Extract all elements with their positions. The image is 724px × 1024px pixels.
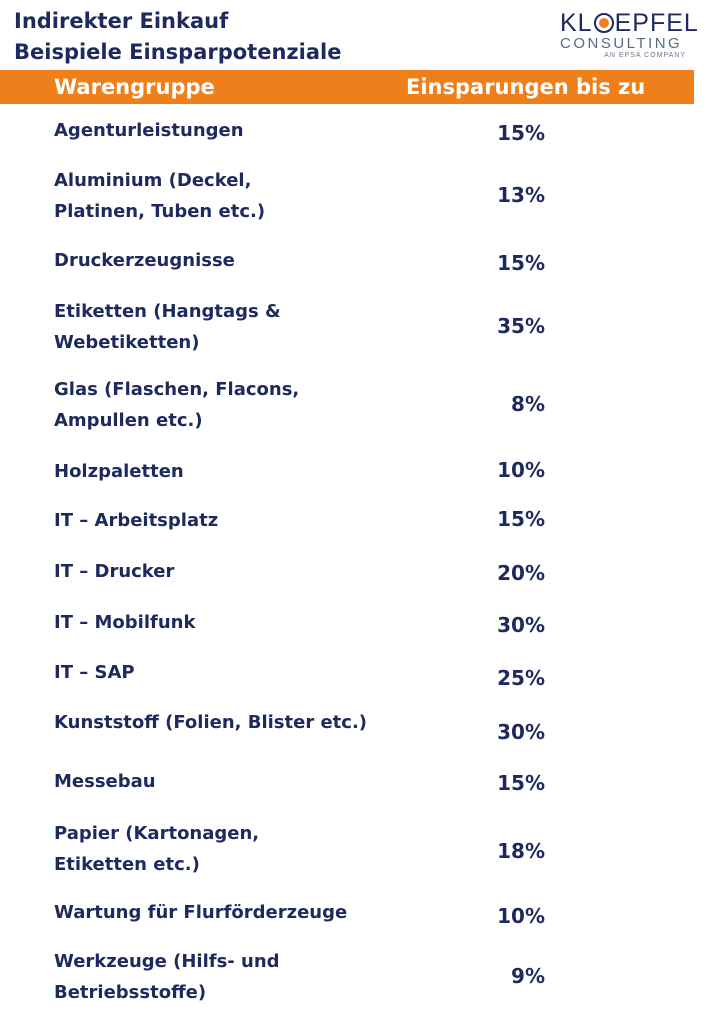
savings-value: 25% <box>497 666 545 690</box>
item-name: Messebau <box>54 771 156 792</box>
logo-text-part1: KL <box>560 9 593 37</box>
item-name: IT – Arbeitsplatz <box>54 510 219 531</box>
logo-tagline: AN EPSA COMPANY <box>604 52 686 59</box>
savings-value: 10% <box>497 458 545 482</box>
item-name: IT – SAP <box>54 662 135 683</box>
logo-consulting: CONSULTING <box>560 35 683 52</box>
logo-circle-icon <box>594 13 614 33</box>
logo-text-part2: EPFEL <box>614 9 699 37</box>
column-header-einsparungen: Einsparungen bis zu <box>406 75 646 99</box>
savings-value: 8% <box>511 392 545 416</box>
item-name: Papier (Kartonagen, Etiketten etc.) <box>54 823 260 875</box>
savings-value: 30% <box>497 613 545 637</box>
item-name: IT – Drucker <box>54 561 175 582</box>
savings-value: 15% <box>497 771 545 795</box>
item-name: Agenturleistungen <box>54 120 244 141</box>
item-name: Druckerzeugnisse <box>54 250 235 271</box>
savings-value: 15% <box>497 507 545 531</box>
page-subtitle: Beispiele Einsparpotenziale <box>14 40 342 64</box>
item-name: Wartung für Flurförderzeuge <box>54 902 348 923</box>
savings-value: 20% <box>497 561 545 585</box>
page-title: Indirekter Einkauf <box>14 9 229 33</box>
item-name: Werkzeuge (Hilfs- und Betriebsstoffe) <box>54 951 280 1003</box>
table-header <box>0 70 694 104</box>
savings-value: 13% <box>497 183 545 207</box>
item-name: Kunststoff (Folien, Blister etc.) <box>54 712 368 733</box>
savings-value: 15% <box>497 251 545 275</box>
item-name: Glas (Flaschen, Flacons, Ampullen etc.) <box>54 379 300 431</box>
savings-value: 10% <box>497 904 545 928</box>
title-block <box>14 6 341 68</box>
item-name: IT – Mobilfunk <box>54 612 196 633</box>
savings-value: 9% <box>511 964 545 988</box>
savings-value: 15% <box>497 121 545 145</box>
savings-value: 30% <box>497 720 545 744</box>
column-header-warengruppe: Warengruppe <box>54 75 215 99</box>
item-name: Aluminium (Deckel, Platinen, Tuben etc.) <box>54 170 266 222</box>
logo-wordmark <box>560 10 700 36</box>
savings-value: 35% <box>497 314 545 338</box>
item-name: Etiketten (Hangtags & Webetiketten) <box>54 301 281 353</box>
company-logo <box>560 10 700 60</box>
item-name: Holzpaletten <box>54 461 184 482</box>
savings-value: 18% <box>497 839 545 863</box>
